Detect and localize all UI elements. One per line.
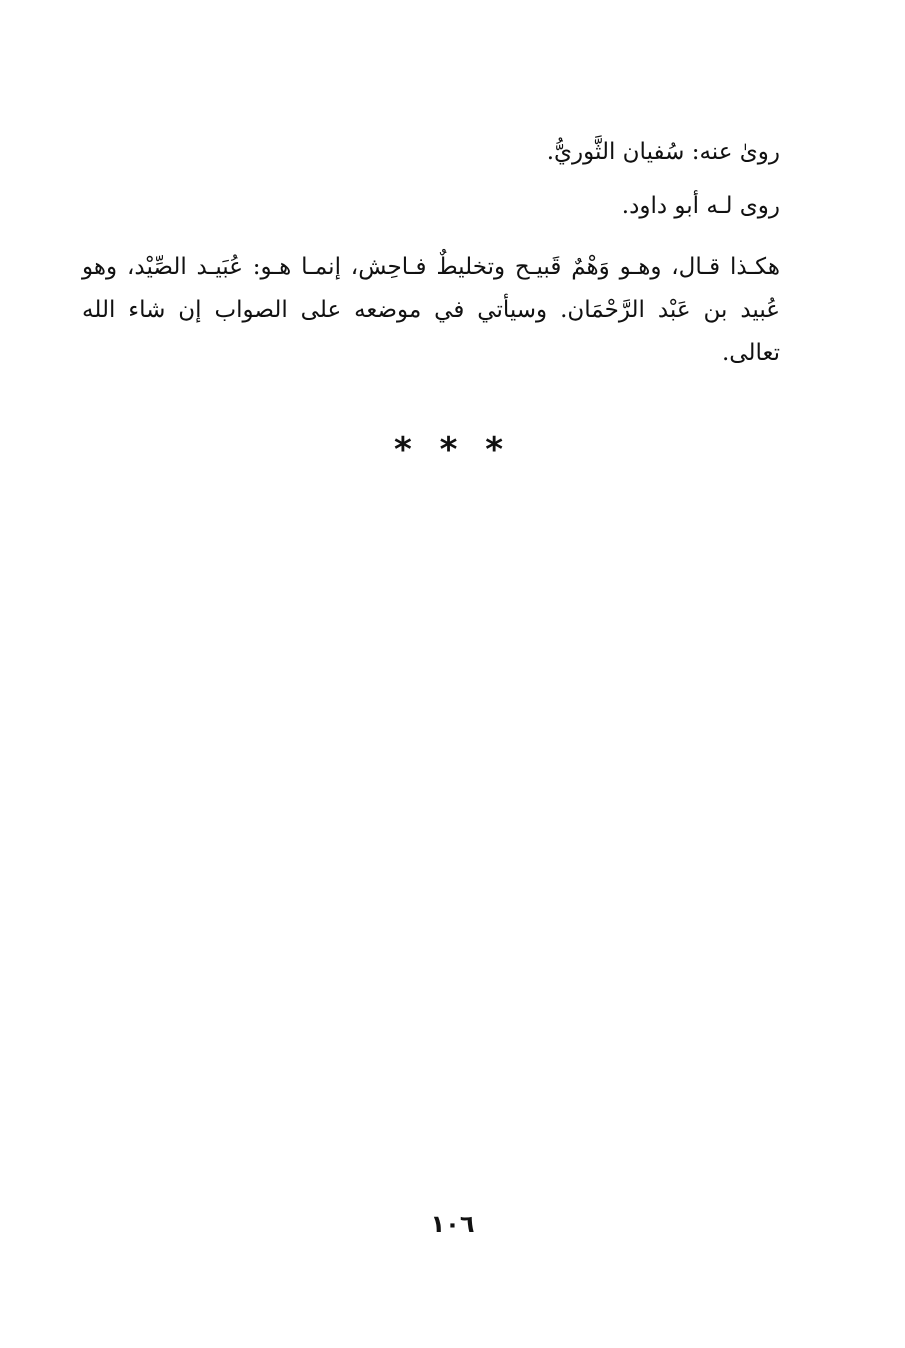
page-number: ١٠٦ <box>430 1210 475 1238</box>
section-separator: * * * <box>393 430 511 470</box>
paragraph-narrated-by: روى لـه أبو داود. <box>621 193 780 219</box>
body-text <box>82 134 780 397</box>
paragraph-correction-note: هكـذا قـال، وهـو وَهْمٌ قَبيـح وتخليطٌ فـاحِش، إنمـا هـو: عُبَيـد الصِّيْد، وهو عُبيد بن عَبْد الرَّحْمَان. وسيأتي في موضعه على الصواب إن شاء الله تعالى. <box>82 254 780 366</box>
paragraph-narrator: روىٰ عنه: سُفيان الثَّوريُّ. <box>546 139 780 165</box>
